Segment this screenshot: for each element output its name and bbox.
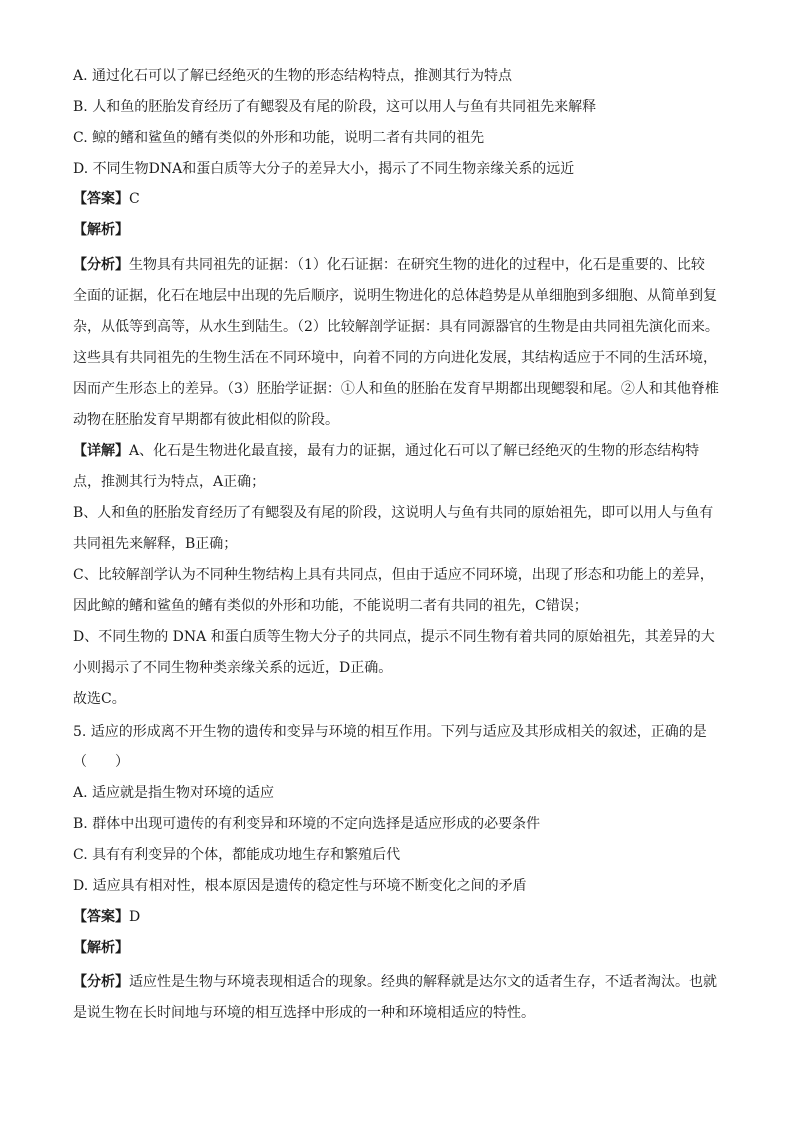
q4-fenxi-text: 这些具有共同祖先的生物生活在不同环境中，向着不同的方向进化发展，其结构适应于不同的生活环境， — [73, 350, 717, 366]
q4-xiangjie-text: 点，推测其行为特点，A正确； — [73, 474, 266, 490]
q5-fenxi-text: 是说生物在长时间地与环境的相互选择中形成的一种和环境相适应的特性。 — [73, 1005, 535, 1021]
q4-fenxi-text: 因而产生形态上的差异。（3）胚胎学证据：①人和鱼的胚胎在发育早期都出现鳃裂和尾。②人和其他脊椎 — [73, 381, 719, 397]
q4-option-a: A. 通过化石可以了解已经绝灭的生物的形态结构特点，推测其行为特点 — [73, 68, 513, 84]
q4-option-c: C. 鲸的鳍和鲨鱼的鳍有类似的外形和功能，说明二者有共同的祖先 — [73, 130, 485, 146]
q4-fenxi-text: 全面的证据，化石在地层中出现的先后顺序，说明生物进化的总体趋势是从单细胞到多细胞、从简单到复 — [73, 288, 717, 304]
analysis-tag: 【解析】 — [73, 222, 129, 238]
analysis-tag: 【解析】 — [73, 940, 129, 956]
q4-answer-line — [73, 189, 733, 209]
answer-tag: 【答案】 — [73, 191, 129, 207]
q4-xiangjie-text: D、不同生物的 DNA 和蛋白质等生物大分子的共同点，提示不同生物有着共同的原始祖先，其差异的大 — [73, 629, 715, 645]
fenxi-text: 生物具有共同祖先的证据：（1）化石证据：在研究生物的进化的过程中，化石是重要的、比较 — [129, 257, 705, 273]
q5-option-d: D. 适应具有相对性，根本原因是遗传的稳定性与环境不断变化之间的矛盾 — [73, 878, 527, 894]
fenxi-tag: 【分析】 — [73, 974, 129, 990]
q4-xiangjie-text: C、比较解剖学认为不同种生物结构上具有共同点，但由于适应不同环境，出现了形态和功能上的差异， — [73, 567, 714, 583]
q5-option-a: A. 适应就是指生物对环境的适应 — [73, 785, 275, 801]
q4-option-b: B. 人和鱼的胚胎发育经历了有鳃裂及有尾的阶段，这可以用人与鱼有共同祖先来解释 — [73, 99, 597, 115]
answer-value: C — [129, 191, 140, 207]
q4-fenxi-text: 杂，从低等到高等，从水生到陆生。（2）比较解剖学证据：具有同源器官的生物是由共同祖先演化而来。 — [73, 319, 719, 335]
xiangjie-tag: 【详解】 — [73, 443, 129, 459]
q4-option-d: D. 不同生物DNA和蛋白质等大分子的差异大小，揭示了不同生物亲缘关系的远近 — [73, 161, 575, 177]
q5-stem: 5. 适应的形成离不开生物的遗传和变异与环境的相互作用。下列与适应及其形成相关的叙述，正确的是 — [73, 724, 707, 740]
q4-xiangjie-line — [73, 441, 733, 461]
q4-xiangjie-text: 共同祖先来解释，B正确； — [73, 536, 238, 552]
fenxi-tag: 【分析】 — [73, 257, 129, 273]
q4-xiangjie-text: 小则揭示了不同生物种类亲缘关系的远近，D正确。 — [73, 660, 393, 676]
q5-option-b: B. 群体中出现可遗传的有利变异和环境的不定向选择是适应形成的必要条件 — [73, 816, 541, 832]
q4-xiangjie-text: 因此鲸的鳍和鲨鱼的鳍有类似的外形和功能，不能说明二者有共同的祖先，C错误； — [73, 598, 588, 614]
q5-fenxi-line — [73, 972, 733, 992]
q4-xiangjie-text: B、人和鱼的胚胎发育经历了有鳃裂及有尾的阶段，这说明人与鱼有共同的原始祖先，即可以用人与鱼有 — [73, 505, 714, 521]
q4-conclusion: 故选C。 — [73, 691, 126, 707]
q4-analysis-heading — [73, 220, 733, 240]
q5-option-c: C. 具有有利变异的个体，都能成功地生存和繁殖后代 — [73, 847, 401, 863]
xiangjie-text: A、化石是生物进化最直接，最有力的证据，通过化石可以了解已经绝灭的生物的形态结构特 — [129, 443, 700, 459]
fenxi-text: 适应性是生物与环境表现相适合的现象。经典的解释就是达尔文的适者生存，不适者淘汰。也就 — [129, 974, 717, 990]
q5-answer-line — [73, 907, 733, 927]
q4-fenxi-line — [73, 255, 733, 275]
answer-value: D — [129, 909, 141, 925]
q5-analysis-heading — [73, 938, 733, 958]
answer-tag: 【答案】 — [73, 909, 129, 925]
q4-fenxi-text: 动物在胚胎发育早期都有彼此相似的阶段。 — [73, 412, 339, 428]
q5-stem-blank: （ ） — [73, 754, 129, 770]
